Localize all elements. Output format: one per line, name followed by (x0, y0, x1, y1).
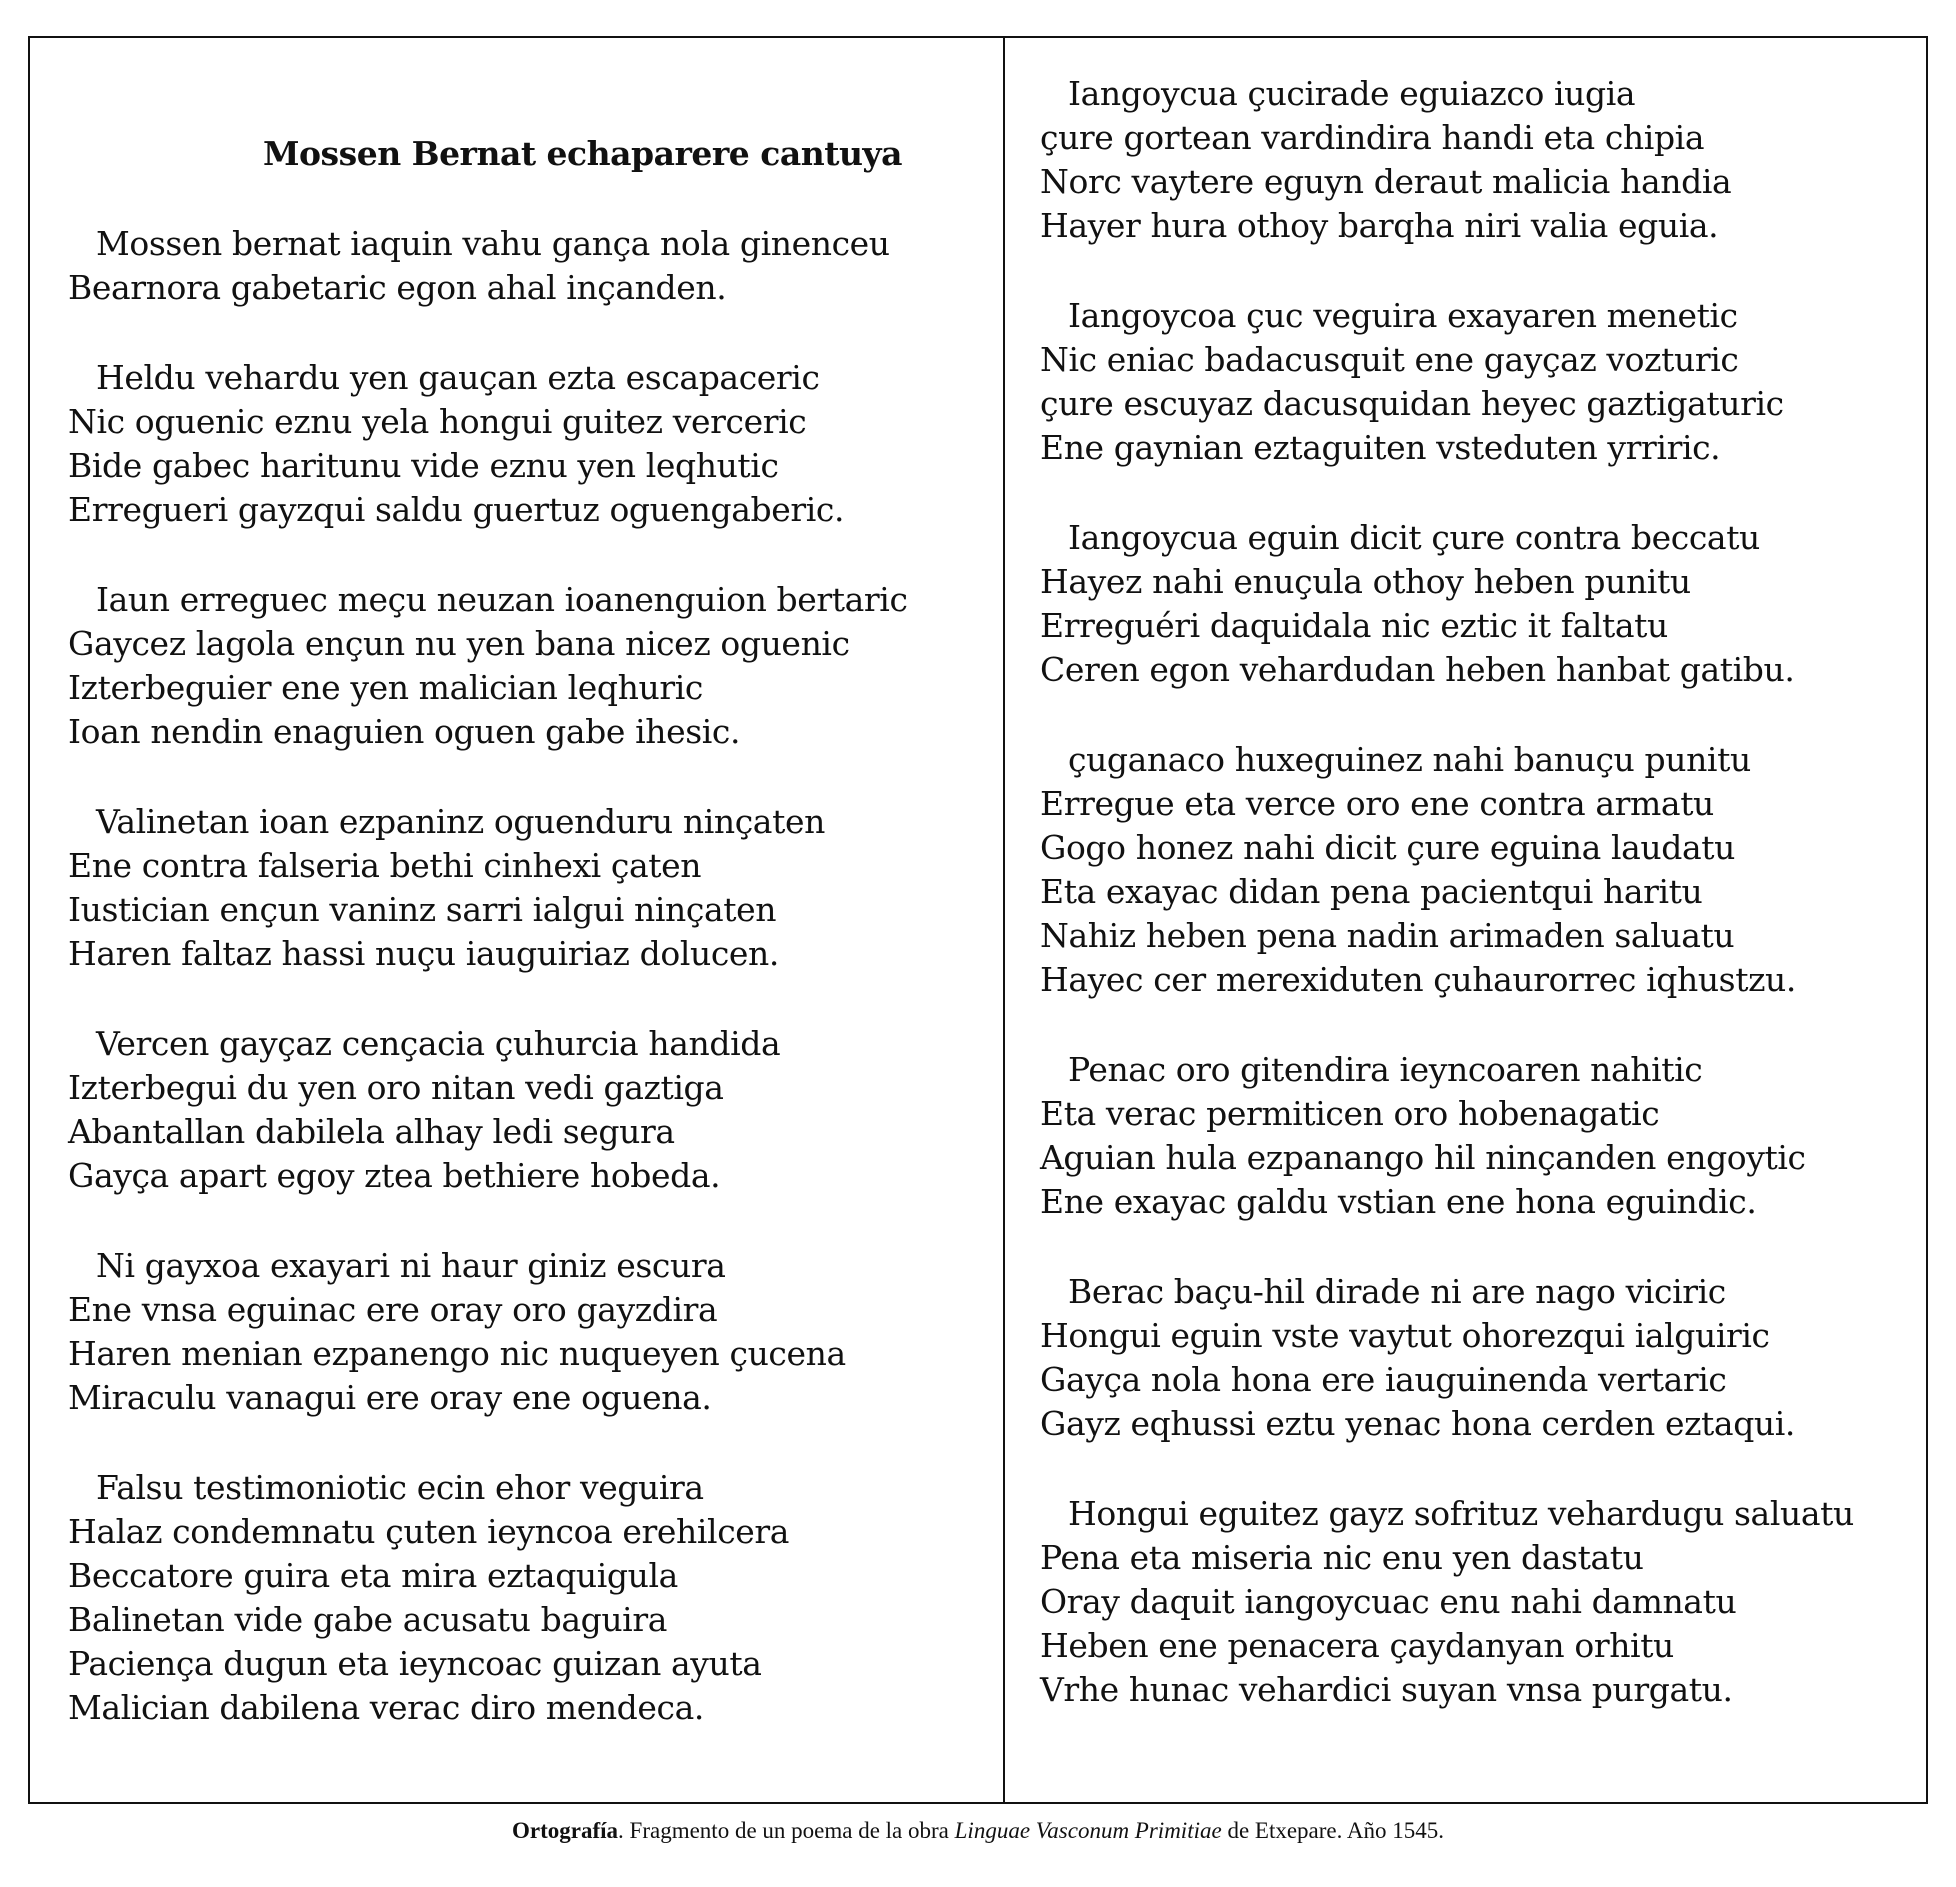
verse-line: Malician dabilena verac diro mendeca. (68, 1688, 704, 1727)
verse-line: Ene vnsa eguinac ere oray oro gayzdira (68, 1290, 718, 1329)
stanza (68, 578, 988, 754)
verse-line: Gogo honez nahi dicit çure eguina laudatu (1040, 828, 1735, 867)
stanza (1040, 294, 1920, 470)
verse-line: çure gortean vardindira handi eta chipia (1040, 118, 1705, 157)
stanza (1040, 72, 1920, 248)
stanza (1040, 738, 1920, 1002)
stanza (1040, 516, 1920, 692)
verse-line: çuganaco huxeguinez nahi banuçu punitu (1068, 740, 1751, 779)
poem-frame (28, 36, 1928, 1804)
left-column (68, 132, 988, 1776)
verse-line: Paciença dugun eta ieyncoac guizan ayuta (68, 1644, 762, 1683)
column-divider (1003, 38, 1005, 1802)
verse-line: Izterbegui du yen oro nitan vedi gaztiga (68, 1068, 724, 1107)
verse-line: Miraculu vanagui ere oray ene oguena. (68, 1378, 712, 1417)
stanza (68, 800, 988, 976)
verse-line: Eta verac permiticen oro hobenagatic (1040, 1094, 1660, 1133)
verse-line: Iangoycoa çuc veguira exayaren menetic (1068, 296, 1738, 335)
verse-line: Erreguéri daquidala nic eztic it faltatu (1040, 606, 1668, 645)
verse-line: Izterbeguier ene yen malician leqhuric (68, 668, 703, 707)
verse-line: Nic oguenic eznu yela hongui guitez verceric (68, 402, 807, 441)
verse-line: Hongui eguitez gayz sofrituz vehardugu saluatu (1068, 1494, 1854, 1533)
verse-line: Gayça nola hona ere iauguinenda vertaric (1040, 1360, 1727, 1399)
verse-line: Ioan nendin enaguien oguen gabe ihesic. (68, 712, 741, 751)
verse-line: Aguian hula ezpanango hil ninçanden engoytic (1040, 1138, 1806, 1177)
stanza (68, 1466, 988, 1730)
verse-line: Iustician ençun vaninz sarri ialgui ninçaten (68, 890, 777, 929)
verse-line: Hayer hura othoy barqha niri valia eguia. (1040, 206, 1719, 245)
verse-line: Mossen bernat iaquin vahu gança nola ginenceu (96, 224, 890, 263)
verse-line: Bearnora gabetaric egon ahal inçanden. (68, 268, 727, 307)
verse-line: Haren faltaz hassi nuçu iauguiriaz dolucen. (68, 934, 779, 973)
poem-title: Mossen Bernat echaparere cantuya (263, 134, 902, 173)
verse-line: Hongui eguin vste vaytut ohorezqui ialguiric (1040, 1316, 1770, 1355)
caption-bold: Ortografía (512, 1818, 619, 1843)
verse-line: Pena eta miseria nic enu yen dastatu (1040, 1538, 1644, 1577)
verse-line: çure escuyaz dacusquidan heyec gaztigaturic (1040, 384, 1784, 423)
right-column (1040, 72, 1920, 1758)
verse-line: Vercen gayçaz cençacia çuhurcia handida (96, 1024, 781, 1063)
verse-line: Erregueri gayzqui saldu guertuz oguengaberic. (68, 490, 845, 529)
verse-line: Heben ene penacera çaydanyan orhitu (1040, 1626, 1674, 1665)
verse-line: Iaun erreguec meçu neuzan ioanenguion bertaric (96, 580, 908, 619)
verse-line: Valinetan ioan ezpaninz oguenduru ninçaten (96, 802, 825, 841)
verse-line: Oray daquit iangoycuac enu nahi damnatu (1040, 1582, 1737, 1621)
verse-line: Falsu testimoniotic ecin ehor veguira (96, 1468, 704, 1507)
verse-line: Hayec cer merexiduten çuhaurorrec iqhustzu. (1040, 960, 1796, 999)
verse-line: Ni gayxoa exayari ni haur giniz escura (96, 1246, 726, 1285)
stanza (68, 356, 988, 532)
verse-line: Abantallan dabilela alhay ledi segura (68, 1112, 675, 1151)
verse-line: Ene exayac galdu vstian ene hona eguindic. (1040, 1182, 1757, 1221)
stanza (68, 1244, 988, 1420)
caption-text-1: . Fragmento de un poema de la obra (618, 1818, 955, 1843)
verse-line: Balinetan vide gabe acusatu baguira (68, 1600, 667, 1639)
stanza (1040, 1048, 1920, 1224)
stanza (68, 222, 988, 310)
stanza (68, 1022, 988, 1198)
stanza (1040, 1492, 1920, 1712)
figure-caption (0, 1818, 1956, 1844)
verse-line: Haren menian ezpanengo nic nuqueyen çucena (68, 1334, 846, 1373)
verse-line: Penac oro gitendira ieyncoaren nahitic (1068, 1050, 1703, 1089)
stanza (1040, 1270, 1920, 1446)
verse-line: Iangoycua eguin dicit çure contra beccatu (1068, 518, 1760, 557)
verse-line: Hayez nahi enuçula othoy heben punitu (1040, 562, 1691, 601)
verse-line: Ene contra falseria bethi cinhexi çaten (68, 846, 702, 885)
verse-line: Gaycez lagola ençun nu yen bana nicez oguenic (68, 624, 850, 663)
verse-line: Berac baçu-hil dirade ni are nago viciric (1068, 1272, 1726, 1311)
verse-line: Vrhe hunac vehardici suyan vnsa purgatu. (1040, 1670, 1733, 1709)
verse-line: Bide gabec haritunu vide eznu yen leqhutic (68, 446, 779, 485)
verse-line: Ceren egon vehardudan heben hanbat gatibu. (1040, 650, 1795, 689)
verse-line: Nic eniac badacusquit ene gayçaz vozturic (1040, 340, 1739, 379)
verse-line: Gayça apart egoy ztea bethiere hobeda. (68, 1156, 721, 1195)
verse-line: Ene gaynian eztaguiten vsteduten yrriric. (1040, 428, 1721, 467)
verse-line: Nahiz heben pena nadin arimaden saluatu (1040, 916, 1735, 955)
verse-line: Gayz eqhussi eztu yenac hona cerden eztaqui. (1040, 1404, 1796, 1443)
verse-line: Eta exayac didan pena pacientqui haritu (1040, 872, 1703, 911)
verse-line: Erregue eta verce oro ene contra armatu (1040, 784, 1714, 823)
verse-line: Halaz condemnatu çuten ieyncoa erehilcera (68, 1512, 790, 1551)
verse-line: Iangoycua çucirade eguiazco iugia (1068, 74, 1636, 113)
caption-text-2: de Etxepare. Año 1545. (1221, 1818, 1444, 1843)
verse-line: Beccatore guira eta mira eztaquigula (68, 1556, 678, 1595)
verse-line: Heldu vehardu yen gauçan ezta escapaceric (96, 358, 820, 397)
verse-line: Norc vaytere eguyn deraut malicia handia (1040, 162, 1732, 201)
caption-italic: Linguae Vasconum Primitiae (954, 1818, 1222, 1843)
